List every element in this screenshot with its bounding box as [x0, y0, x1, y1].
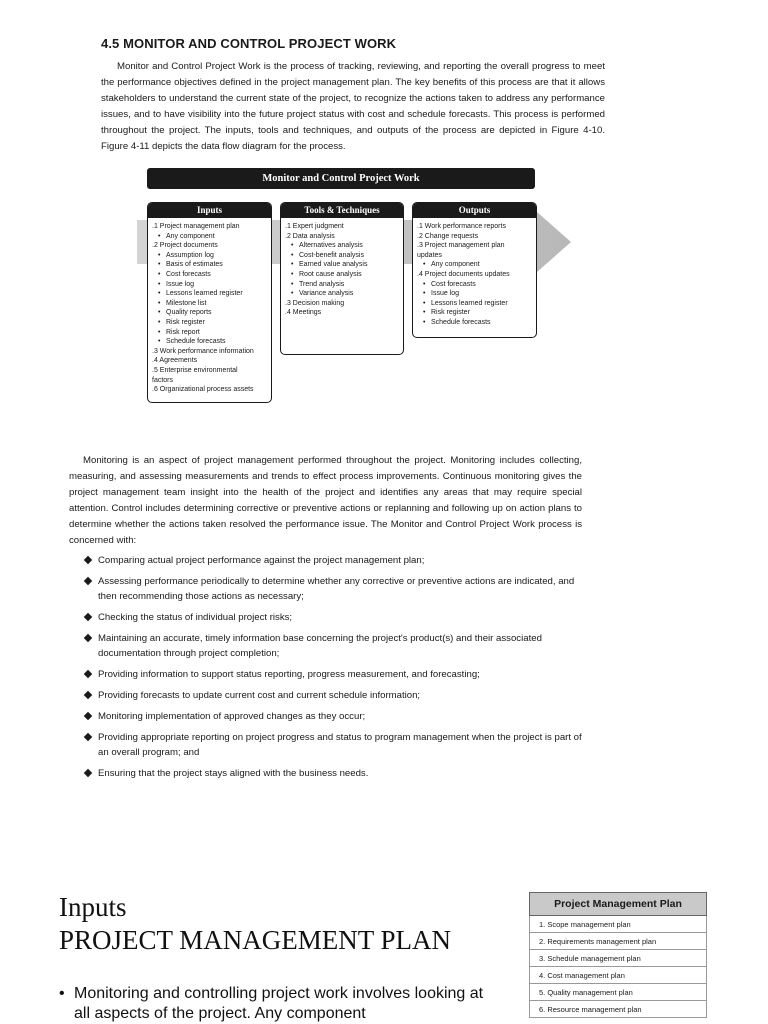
table-cell: 5. Quality management plan — [530, 984, 707, 1001]
outputs-item: .4 Project documents updates — [417, 270, 510, 278]
diamond-bullet-icon — [84, 712, 92, 720]
tools-item: • Earned value analysis — [285, 260, 399, 270]
inputs-item: • Any component — [152, 232, 267, 242]
list-item — [84, 574, 584, 604]
pmp-table — [529, 892, 707, 1018]
diamond-bullet-icon — [84, 613, 92, 621]
tools-item: • Root cause analysis — [285, 270, 399, 280]
section-heading: 4.5 MONITOR AND CONTROL PROJECT WORK — [101, 36, 397, 51]
tools-item: .1 Expert judgment — [285, 223, 344, 230]
table-cell: 6. Resource management plan — [530, 1001, 707, 1018]
inputs-item: • Schedule forecasts — [152, 337, 267, 347]
inputs-box — [147, 202, 272, 403]
inputs-item: • Risk register — [152, 318, 267, 328]
table-row — [530, 916, 707, 933]
inputs-item: .6 Organizational process assets — [152, 386, 254, 394]
list-item — [84, 730, 584, 760]
list-item — [84, 631, 584, 661]
outputs-item: • Cost forecasts — [417, 280, 532, 290]
inputs-list — [148, 218, 271, 398]
monitoring-paragraph: Monitoring is an aspect of project management performed throughout the project. Monitoring includes collecting, measuring, and assessing measurements and trends to effect process improvements. Continuous monitoring gives the project management team insight into the health of the project and identifies any areas that may require special attention. Control includes determining corrective or preventive actions or replanning and following up on action plans to determine whether the actions taken resolved the performance issue. The Monitor and Control Project Work process is concerned with: — [69, 455, 582, 546]
inputs-item: .5 Enterprise environmental — [152, 366, 238, 374]
inputs-item: • Basis of estimates — [152, 260, 267, 270]
inputs-item: .2 Project documents — [152, 242, 218, 250]
list-item-text: Monitoring implementation of approved changes as they occur; — [98, 711, 366, 722]
inputs-item: .3 Work performance information — [152, 347, 254, 355]
list-item-text: Ensuring that the project stays aligned with the business needs. — [98, 768, 369, 779]
inputs-item: • Cost forecasts — [152, 270, 267, 280]
tools-item: .2 Data analysis — [285, 232, 335, 240]
list-item-text: Providing information to support status reporting, progress measurement, and forecasting; — [98, 669, 480, 680]
outputs-item: • Risk register — [417, 308, 532, 318]
list-item — [84, 709, 584, 724]
list-item-text: Maintaining an accurate, timely information base concerning the project's product(s) and their associated documentation through project completion; — [98, 633, 542, 659]
diamond-bullet-icon — [84, 577, 92, 585]
inputs-item: .1 Project management plan — [152, 223, 240, 230]
list-item-text: Checking the status of individual project risks; — [98, 612, 293, 623]
slide-title — [59, 891, 451, 957]
tools-list — [281, 218, 403, 321]
tools-item: .3 Decision making — [285, 299, 345, 307]
outputs-item: • Issue log — [417, 289, 532, 299]
bullet-dot-icon: • — [59, 985, 65, 1002]
inputs-header: Inputs — [148, 203, 271, 218]
slide-bullet — [59, 984, 499, 1024]
list-item-text: Providing appropriate reporting on project progress and status to program management when the project is part of an overall program; and — [98, 732, 582, 758]
table-row — [530, 950, 707, 967]
outputs-item: .1 Work performance reports — [417, 223, 506, 230]
list-item — [84, 610, 584, 625]
diamond-bullet-icon — [84, 556, 92, 564]
list-item — [84, 766, 584, 781]
tools-header: Tools & Techniques — [281, 203, 403, 218]
outputs-box — [412, 202, 537, 338]
list-item-text: Comparing actual project performance against the project management plan; — [98, 555, 425, 566]
inputs-item: • Risk report — [152, 328, 267, 338]
table-cell: 2. Requirements management plan — [530, 933, 707, 950]
outputs-item: updates — [417, 251, 442, 259]
tools-item: • Alternatives analysis — [285, 241, 399, 251]
tools-item: • Trend analysis — [285, 280, 399, 290]
diagram-title: Monitor and Control Project Work — [147, 168, 535, 189]
inputs-item: factors — [152, 376, 174, 384]
table-row — [530, 933, 707, 950]
tools-item: • Variance analysis — [285, 289, 399, 299]
diamond-bullet-icon — [84, 691, 92, 699]
outputs-item: • Lessons learned register — [417, 299, 532, 309]
list-item — [84, 688, 584, 703]
inputs-item: • Issue log — [152, 280, 267, 290]
inputs-item: .4 Agreements — [152, 357, 198, 365]
table-cell: 1. Scope management plan — [530, 916, 707, 933]
tools-item: • Cost-benefit analysis — [285, 251, 399, 261]
table-cell: 4. Cost management plan — [530, 967, 707, 984]
concerns-list — [84, 553, 584, 787]
list-item — [84, 553, 584, 568]
intro-paragraph: Monitor and Control Project Work is the process of tracking, reviewing, and reporting the overall progress to meet the performance objectives defined in the project management plan. The key benefits of this process are that it allows stakeholders to understand the current state of the project, to recognize the actions taken to address any performance issues, and to have visibility into the future project status with cost and schedule forecasts. This process is performed throughout the project. The inputs, tools and techniques, and outputs of the process are depicted in Figure 4-10. Figure 4-11 depicts the data flow diagram for the process. — [101, 61, 605, 152]
outputs-list — [413, 218, 536, 331]
slide-title-line1: Inputs — [59, 892, 127, 922]
list-item — [84, 667, 584, 682]
list-item-text: Assessing performance periodically to determine whether any corrective or preventive actions are indicated, and then recommending those actions as necessary; — [98, 576, 575, 602]
list-item-text: Providing forecasts to update current cost and current schedule information; — [98, 690, 421, 701]
slide-title-line2: PROJECT MANAGEMENT PLAN — [59, 925, 452, 955]
tools-box — [280, 202, 404, 355]
pmp-table-header: Project Management Plan — [530, 893, 707, 916]
table-row — [530, 1001, 707, 1018]
outputs-item: • Schedule forecasts — [417, 318, 532, 328]
outputs-item: .2 Change requests — [417, 232, 479, 240]
slide-bullet-text: Monitoring and controlling project work involves looking at all aspects of the project. Any component — [74, 985, 484, 1022]
inputs-item: • Lessons learned register — [152, 289, 267, 299]
diamond-bullet-icon — [84, 769, 92, 777]
table-row — [530, 967, 707, 984]
inputs-item: • Assumption log — [152, 251, 267, 261]
inputs-item: • Quality reports — [152, 308, 267, 318]
table-row — [530, 984, 707, 1001]
inputs-item: • Milestone list — [152, 299, 267, 309]
diamond-bullet-icon — [84, 733, 92, 741]
table-cell: 3. Schedule management plan — [530, 950, 707, 967]
diamond-bullet-icon — [84, 670, 92, 678]
diamond-bullet-icon — [84, 634, 92, 642]
outputs-item: .3 Project management plan — [417, 242, 505, 250]
outputs-header: Outputs — [413, 203, 536, 218]
outputs-item: • Any component — [417, 260, 532, 270]
tools-item: .4 Meetings — [285, 309, 322, 317]
